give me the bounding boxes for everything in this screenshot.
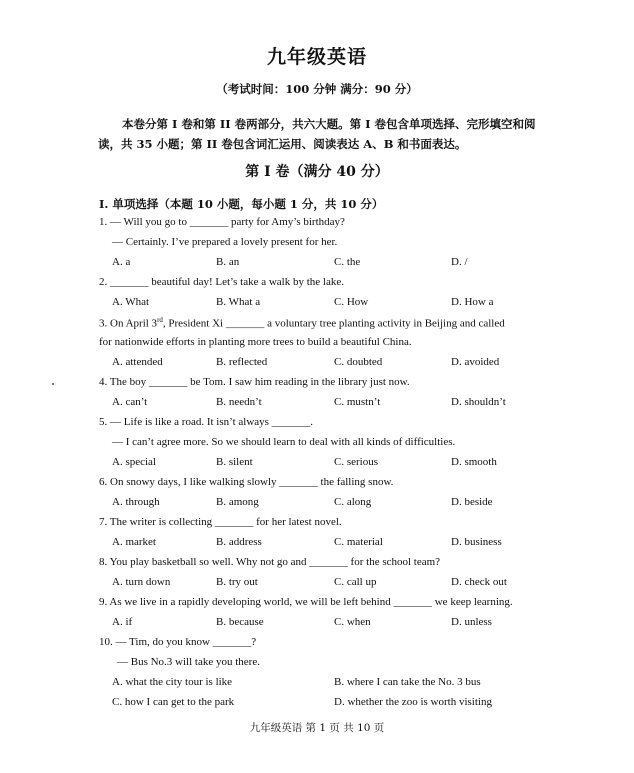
question-10-reply: — Bus No.3 will take you there. [117,656,260,668]
question-3-option-c: C. doubted [334,356,383,368]
question-3-stem-end: , President Xi _______ a voluntary tree planting activity in Beijing and called [162,317,505,330]
question-2-option-a: A. What [112,296,150,308]
question-10-option-d: D. whether the zoo is worth visiting [334,696,492,708]
question-3-stem-start: 3. On April 3 [99,317,158,330]
question-5-option-b: B. silent [216,456,253,468]
question-6-option-c: C. along [334,496,372,508]
question-9-stem: 9. As we live in a rapidly developing world, we will be left behind _______ we keep learning. [99,596,513,608]
question-6-option-d: D. beside [451,496,493,508]
question-3-ordinal-suffix: rd [157,316,163,324]
question-7-option-b: B. address [216,536,262,548]
question-4-option-b: B. needn’t [216,396,262,408]
question-7-stem: 7. The writer is collecting _______ for her latest novel. [99,516,342,528]
question-1-stem: 1. — Will you go to _______ party for Amy’s birthday? [99,216,345,228]
question-1-reply: — Certainly. I’ve prepared a lovely present for her. [112,236,338,248]
question-5-stem: 5. — Life is like a road. It isn’t always _______. [99,416,313,428]
question-3-option-b: B. reflected [216,356,268,368]
question-4-option-a: A. can’t [112,396,148,408]
question-10-option-a: A. what the city tour is like [112,676,233,688]
question-2-option-d: D. How a [451,296,494,308]
question-10-option-b: B. where I can take the No. 3 bus [334,676,481,688]
question-5-reply: — I can’t agree more. So we should learn to deal with all kinds of difficulties. [112,436,456,448]
question-9-option-b: B. because [216,616,264,628]
part-heading: 第 I 卷（满分 40 分） [245,164,389,180]
question-3-stem [99,316,505,330]
question-9-option-a: A. if [112,616,133,628]
exam-info: （考试时间：100 分钟 满分：90 分） [216,82,418,96]
question-8-stem: 8. You play basketball so well. Why not go and _______ for the school team? [99,556,441,568]
question-8-option-b: B. try out [216,576,258,588]
question-10-stem: 10. — Tim, do you know _______? [99,636,257,648]
question-3-stem-line-2: for nationwide efforts in planting more trees to build a beautiful China. [99,336,412,348]
question-4-stem: 4. The boy _______ be Tom. I saw him reading in the library just now. [99,376,410,388]
question-1-option-a: A. a [112,256,131,268]
question-1-option-b: B. an [216,256,240,268]
question-8-option-c: C. call up [334,576,377,588]
question-7-option-a: A. market [112,536,156,548]
question-6-option-b: B. among [216,496,259,508]
question-8-option-a: A. turn down [112,576,171,588]
section-heading: I. 单项选择（本题 10 小题，每小题 1 分，共 10 分） [99,197,384,211]
question-5-option-a: A. special [112,456,156,468]
question-5-option-c: C. serious [334,456,378,468]
question-9-option-c: C. when [334,616,371,628]
question-4-option-c: C. mustn’t [334,396,381,408]
instructions: 本卷分第 I 卷和第 II 卷两部分，共六大题。第 I 卷包含单项选择、完形填空和阅读，共 35 小题；第 II 卷包含词汇运用、阅读表达 A、B 和书面表达。 [98,117,536,151]
question-3-option-d: D. avoided [451,356,500,368]
page-title: 九年级英语 [266,46,367,68]
question-10-option-c: C. how I can get to the park [112,696,235,708]
scan-speck [52,383,54,385]
question-2-option-c: C. How [334,296,369,308]
page-footer: 九年级英语 第 1 页 共 10 页 [249,722,385,734]
question-2-stem: 2. _______ beautiful day! Let’s take a walk by the lake. [99,276,344,288]
question-9-option-d: D. unless [451,616,492,628]
question-2-option-b: B. What a [216,296,261,308]
question-8-option-d: D. check out [451,576,507,588]
question-6-stem: 6. On snowy days, I like walking slowly _______ the falling snow. [99,476,394,488]
question-4-option-d: D. shouldn’t [451,396,506,408]
question-3-option-a: A. attended [112,356,163,368]
question-7-option-d: D. business [451,536,502,548]
question-7-option-c: C. material [334,536,383,548]
question-1-option-d: D. / [451,256,468,268]
question-1-option-c: C. the [334,256,361,268]
question-5-option-d: D. smooth [451,456,497,468]
question-6-option-a: A. through [112,496,160,508]
